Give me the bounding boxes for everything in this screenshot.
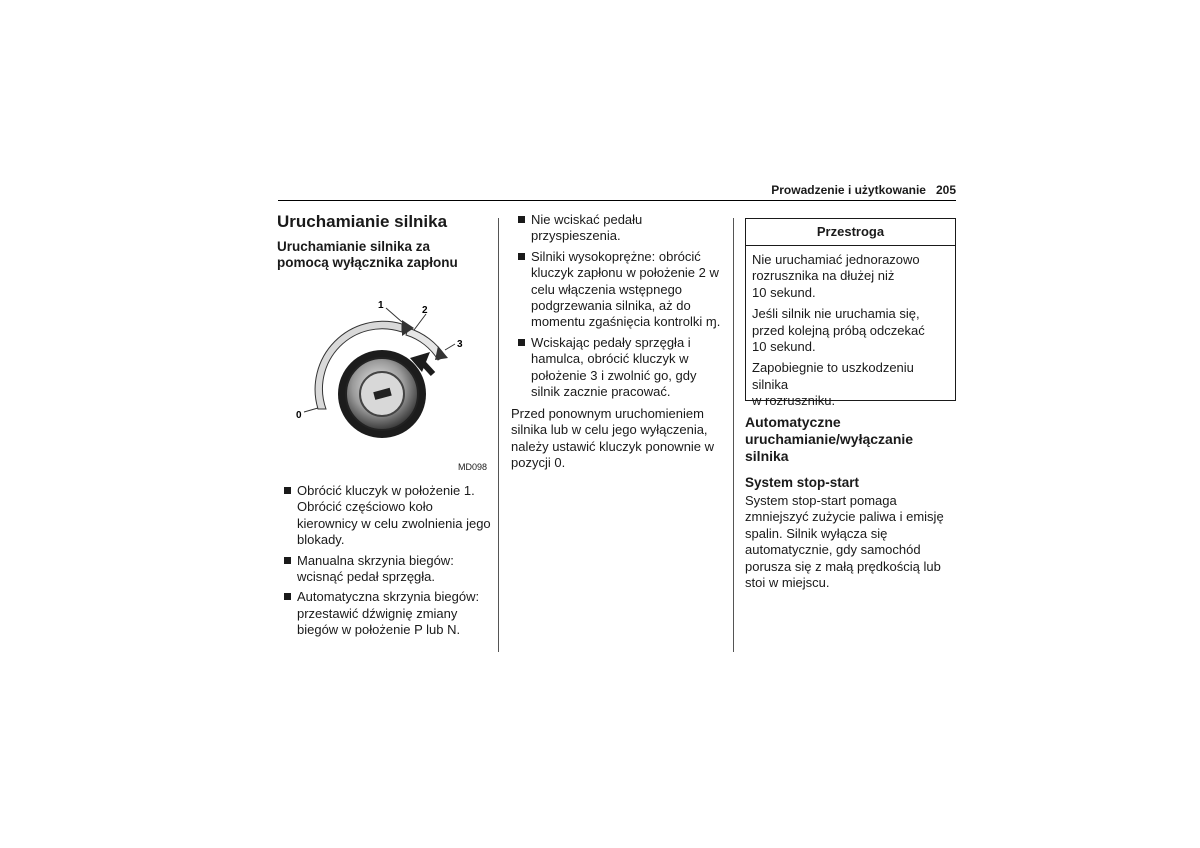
figure-label-1: 1 [378, 300, 384, 311]
middle-column [518, 212, 730, 404]
figure-label-0: 0 [296, 410, 302, 421]
subsection-heading-stop-start: System stop-start [745, 475, 860, 490]
bullet-square-icon [518, 216, 525, 223]
list-item: Obrócić kluczyk w położenie 1. Obrócić częściowo koło kierownicy w celu zwolnienia jego blokady. [284, 483, 494, 549]
caution-title: Przestroga [746, 219, 955, 246]
list-item: Silniki wysokoprężne: obrócić kluczyk zapłonu w położenie 2 w celu włączenia wstępnego podgrzewania silnika, aż do momentu zgaśnięcia kontrolki ɱ. [518, 249, 730, 331]
list-item: Nie wciskać pedału przyspieszenia. [518, 212, 730, 245]
stop-start-paragraph: System stop-start pomaga zmniejszyć zużycie paliwa i emisję spalin. Silnik wyłącza się automatycznie, gdy samochód porusza się z małą prędkością lub stoi w miejscu. [745, 493, 944, 591]
list-item: Automatyczna skrzynia biegów: przestawić dźwignię zmiany biegów w położenie P lub N. [284, 589, 494, 638]
bullet-square-icon [284, 557, 291, 564]
bullet-square-icon [518, 253, 525, 260]
left-column [277, 212, 489, 271]
list-item: Wciskając pedały sprzęgła i hamulca, obrócić kluczyk w położenie 3 i zwolnić go, gdy silnik zacznie pracować. [518, 335, 730, 401]
bullet-square-icon [518, 339, 525, 346]
caution-paragraph: Jeśli silnik nie uruchamia się, przed kolejną próbą odczekać 10 sekund. [752, 306, 925, 355]
bullet-square-icon [284, 487, 291, 494]
section-heading-stop-start: Automatyczne uruchamianie/wyłączanie silnika [745, 414, 914, 464]
section-heading: Uruchamianie silnika [277, 212, 448, 231]
page-number: 205 [935, 183, 956, 197]
figure-code: MD098 [458, 462, 488, 472]
middle-paragraph: Przed ponownym uruchomieniem silnika lub w celu jego wyłączenia, należy ustawić kluczyk ponownie w pozycji 0. [511, 406, 715, 471]
left-bullets [284, 483, 494, 643]
running-header [560, 183, 956, 197]
caution-paragraph: Zapobiegnie to uszkodzeniu silnika w rozruszniku. [752, 360, 914, 409]
ignition-switch-figure [290, 296, 475, 461]
figure-label-3: 3 [457, 339, 463, 350]
caution-paragraph: Nie uruchamiać jednorazowo rozrusznika na dłużej niż 10 sekund. [752, 252, 920, 300]
right-column-text [745, 414, 957, 591]
column-divider-1 [498, 218, 499, 652]
figure-label-2: 2 [422, 305, 428, 316]
caution-box [745, 218, 956, 409]
subsection-heading: Uruchamianie silnika za pomocą wyłącznika zapłonu [277, 239, 458, 270]
bullet-square-icon [284, 593, 291, 600]
header-title: Prowadzenie i użytkowanie [771, 183, 926, 197]
header-rule [278, 200, 956, 201]
column-divider-2 [733, 218, 734, 652]
list-item: Manualna skrzynia biegów: wcisnąć pedał sprzęgła. [284, 553, 494, 586]
